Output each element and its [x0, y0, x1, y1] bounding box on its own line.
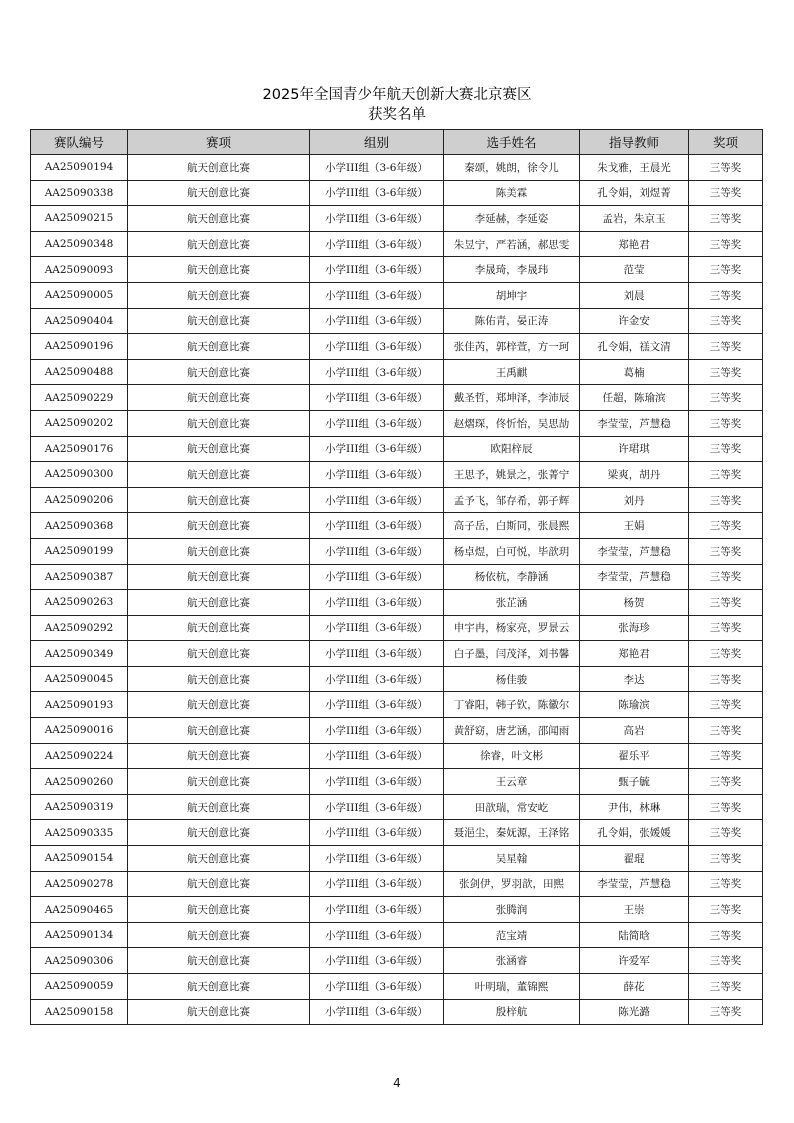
page-number: 4	[393, 1076, 401, 1090]
award-cell: 三等奖	[689, 180, 763, 206]
header-team-id: 赛队编号	[31, 130, 128, 155]
team-id-cell: AA25090319	[31, 794, 128, 820]
award-cell: 三等奖	[689, 820, 763, 846]
award-cell: 三等奖	[689, 538, 763, 564]
group-cell: 小学III组（3-6年级）	[310, 769, 444, 795]
group-cell: 小学III组（3-6年级）	[310, 846, 444, 872]
award-cell: 三等奖	[689, 590, 763, 616]
table-row	[31, 666, 763, 692]
table-body	[31, 155, 763, 1025]
table-row	[31, 436, 763, 462]
instructors-cell: 孟岩，朱京玉	[580, 206, 689, 232]
team-id-cell: AA25090278	[31, 871, 128, 897]
event-cell: 航天创意比赛	[128, 410, 310, 436]
team-id-cell: AA25090260	[31, 769, 128, 795]
event-cell: 航天创意比赛	[128, 513, 310, 539]
table-row	[31, 922, 763, 948]
award-cell: 三等奖	[689, 846, 763, 872]
header-event: 赛项	[128, 130, 310, 155]
group-cell: 小学III组（3-6年级）	[310, 999, 444, 1025]
group-cell: 小学III组（3-6年级）	[310, 513, 444, 539]
instructors-cell: 李莹莹，芦慧稳	[580, 410, 689, 436]
team-id-cell: AA25090045	[31, 666, 128, 692]
event-cell: 航天创意比赛	[128, 641, 310, 667]
group-cell: 小学III组（3-6年级）	[310, 257, 444, 283]
event-cell: 航天创意比赛	[128, 155, 310, 181]
instructors-cell: 范莹	[580, 257, 689, 283]
instructors-cell: 梁爽，胡丹	[580, 462, 689, 488]
event-cell: 航天创意比赛	[128, 999, 310, 1025]
event-cell: 航天创意比赛	[128, 385, 310, 411]
team-id-cell: AA25090158	[31, 999, 128, 1025]
table-row	[31, 897, 763, 923]
contestants-cell: 赵熠琛，佟忻怡，吴思劼	[444, 410, 580, 436]
group-cell: 小学III组（3-6年级）	[310, 666, 444, 692]
event-cell: 航天创意比赛	[128, 590, 310, 616]
contestants-cell: 白子墨，闫茂泽，刘书馨	[444, 641, 580, 667]
team-id-cell: AA25090154	[31, 846, 128, 872]
header-instructors: 指导教师	[580, 130, 689, 155]
instructors-cell: 郑艳君	[580, 231, 689, 257]
table-row	[31, 359, 763, 385]
event-cell: 航天创意比赛	[128, 743, 310, 769]
instructors-cell: 陆简晗	[580, 922, 689, 948]
instructors-cell: 葛楠	[580, 359, 689, 385]
award-cell: 三等奖	[689, 436, 763, 462]
table-row	[31, 871, 763, 897]
team-id-cell: AA25090059	[31, 974, 128, 1000]
instructors-cell: 薛花	[580, 974, 689, 1000]
contestants-cell: 范宝靖	[444, 922, 580, 948]
award-cell: 三等奖	[689, 155, 763, 181]
table-row	[31, 385, 763, 411]
contestants-cell: 胡坤宇	[444, 282, 580, 308]
table-row	[31, 410, 763, 436]
contestants-cell: 高子岳，白斯同，张晨熙	[444, 513, 580, 539]
table-row	[31, 334, 763, 360]
table-row	[31, 769, 763, 795]
team-id-cell: AA25090404	[31, 308, 128, 334]
instructors-cell: 李达	[580, 666, 689, 692]
table-row	[31, 206, 763, 232]
group-cell: 小学III组（3-6年级）	[310, 922, 444, 948]
instructors-cell: 李莹莹，芦慧稳	[580, 871, 689, 897]
team-id-cell: AA25090193	[31, 692, 128, 718]
contestants-cell: 吴星翰	[444, 846, 580, 872]
group-cell: 小学III组（3-6年级）	[310, 155, 444, 181]
team-id-cell: AA25090465	[31, 897, 128, 923]
table-row	[31, 590, 763, 616]
group-cell: 小学III组（3-6年级）	[310, 538, 444, 564]
team-id-cell: AA25090335	[31, 820, 128, 846]
team-id-cell: AA25090202	[31, 410, 128, 436]
contestants-cell: 张佳芮，郭梓萱，方一珂	[444, 334, 580, 360]
instructors-cell: 李莹莹，芦慧稳	[580, 538, 689, 564]
contestants-cell: 李晟琦，李晟玮	[444, 257, 580, 283]
contestants-cell: 杨佳骏	[444, 666, 580, 692]
instructors-cell: 王娟	[580, 513, 689, 539]
document-title: 2025年全国青少年航天创新大赛北京赛区	[262, 87, 532, 103]
team-id-cell: AA25090016	[31, 718, 128, 744]
group-cell: 小学III组（3-6年级）	[310, 871, 444, 897]
contestants-cell: 王禹麒	[444, 359, 580, 385]
contestants-cell: 李延赫，李延姿	[444, 206, 580, 232]
award-cell: 三等奖	[689, 922, 763, 948]
contestants-cell: 陈佑青，晏正涛	[444, 308, 580, 334]
contestants-cell: 杨依杭，李静涵	[444, 564, 580, 590]
instructors-cell: 陈光潞	[580, 999, 689, 1025]
award-cell: 三等奖	[689, 359, 763, 385]
contestants-cell: 张芷涵	[444, 590, 580, 616]
instructors-cell: 刘丹	[580, 487, 689, 513]
instructors-cell: 杨贺	[580, 590, 689, 616]
team-id-cell: AA25090263	[31, 590, 128, 616]
instructors-cell: 许爱军	[580, 948, 689, 974]
table-header-row	[31, 130, 763, 155]
table-row	[31, 820, 763, 846]
award-cell: 三等奖	[689, 718, 763, 744]
instructors-cell: 郑艳君	[580, 641, 689, 667]
group-cell: 小学III组（3-6年级）	[310, 692, 444, 718]
group-cell: 小学III组（3-6年级）	[310, 462, 444, 488]
team-id-cell: AA25090005	[31, 282, 128, 308]
team-id-cell: AA25090206	[31, 487, 128, 513]
team-id-cell: AA25090134	[31, 922, 128, 948]
group-cell: 小学III组（3-6年级）	[310, 974, 444, 1000]
table-row	[31, 615, 763, 641]
instructors-cell: 孔令娟，张媛媛	[580, 820, 689, 846]
award-cell: 三等奖	[689, 385, 763, 411]
award-cell: 三等奖	[689, 743, 763, 769]
instructors-cell: 孔令娟，禚文清	[580, 334, 689, 360]
table-row	[31, 692, 763, 718]
table-row	[31, 948, 763, 974]
team-id-cell: AA25090300	[31, 462, 128, 488]
group-cell: 小学III组（3-6年级）	[310, 897, 444, 923]
event-cell: 航天创意比赛	[128, 487, 310, 513]
group-cell: 小学III组（3-6年级）	[310, 948, 444, 974]
table-row	[31, 231, 763, 257]
team-id-cell: AA25090349	[31, 641, 128, 667]
award-cell: 三等奖	[689, 308, 763, 334]
table-row	[31, 155, 763, 181]
contestants-cell: 丁睿阳，韩子钦，陈徽尔	[444, 692, 580, 718]
team-id-cell: AA25090292	[31, 615, 128, 641]
event-cell: 航天创意比赛	[128, 974, 310, 1000]
event-cell: 航天创意比赛	[128, 871, 310, 897]
event-cell: 航天创意比赛	[128, 769, 310, 795]
group-cell: 小学III组（3-6年级）	[310, 641, 444, 667]
group-cell: 小学III组（3-6年级）	[310, 206, 444, 232]
award-cell: 三等奖	[689, 282, 763, 308]
contestants-cell: 叶明瑞，董锦熙	[444, 974, 580, 1000]
event-cell: 航天创意比赛	[128, 538, 310, 564]
award-cell: 三等奖	[689, 334, 763, 360]
contestants-cell: 聂浥尘，秦妩源，王泽铭	[444, 820, 580, 846]
group-cell: 小学III组（3-6年级）	[310, 743, 444, 769]
event-cell: 航天创意比赛	[128, 308, 310, 334]
table-row	[31, 999, 763, 1025]
contestants-cell: 张剑伊，罗羽歆，田熙	[444, 871, 580, 897]
event-cell: 航天创意比赛	[128, 718, 310, 744]
table-row	[31, 487, 763, 513]
event-cell: 航天创意比赛	[128, 180, 310, 206]
instructors-cell: 张海珍	[580, 615, 689, 641]
table-row	[31, 974, 763, 1000]
header-group: 组别	[310, 130, 444, 155]
group-cell: 小学III组（3-6年级）	[310, 231, 444, 257]
header-contestants: 选手姓名	[444, 130, 580, 155]
header-award: 奖项	[689, 130, 763, 155]
contestants-cell: 欧阳梓辰	[444, 436, 580, 462]
team-id-cell: AA25090215	[31, 206, 128, 232]
group-cell: 小学III组（3-6年级）	[310, 180, 444, 206]
group-cell: 小学III组（3-6年级）	[310, 590, 444, 616]
event-cell: 航天创意比赛	[128, 257, 310, 283]
table-row	[31, 513, 763, 539]
team-id-cell: AA25090196	[31, 334, 128, 360]
event-cell: 航天创意比赛	[128, 359, 310, 385]
group-cell: 小学III组（3-6年级）	[310, 308, 444, 334]
contestants-cell: 徐睿，叶文彬	[444, 743, 580, 769]
group-cell: 小学III组（3-6年级）	[310, 410, 444, 436]
instructors-cell: 翟乐平	[580, 743, 689, 769]
event-cell: 航天创意比赛	[128, 282, 310, 308]
award-cell: 三等奖	[689, 999, 763, 1025]
award-cell: 三等奖	[689, 564, 763, 590]
award-cell: 三等奖	[689, 641, 763, 667]
team-id-cell: AA25090224	[31, 743, 128, 769]
group-cell: 小学III组（3-6年级）	[310, 334, 444, 360]
group-cell: 小学III组（3-6年级）	[310, 282, 444, 308]
contestants-cell: 朱昱宁，严若涵，郝思雯	[444, 231, 580, 257]
team-id-cell: AA25090338	[31, 180, 128, 206]
instructors-cell: 甄子毓	[580, 769, 689, 795]
award-cell: 三等奖	[689, 231, 763, 257]
event-cell: 航天创意比赛	[128, 922, 310, 948]
instructors-cell: 任超，陈瑜滨	[580, 385, 689, 411]
event-cell: 航天创意比赛	[128, 436, 310, 462]
award-cell: 三等奖	[689, 692, 763, 718]
award-cell: 三等奖	[689, 257, 763, 283]
event-cell: 航天创意比赛	[128, 692, 310, 718]
team-id-cell: AA25090199	[31, 538, 128, 564]
instructors-cell: 朱戈雅，王晨光	[580, 155, 689, 181]
table-row	[31, 538, 763, 564]
table-row	[31, 846, 763, 872]
contestants-cell: 申宇冉，杨家亮，罗景云	[444, 615, 580, 641]
group-cell: 小学III组（3-6年级）	[310, 615, 444, 641]
team-id-cell: AA25090229	[31, 385, 128, 411]
event-cell: 航天创意比赛	[128, 564, 310, 590]
contestants-cell: 王思予，姚景之，张菁宁	[444, 462, 580, 488]
instructors-cell: 翟琨	[580, 846, 689, 872]
award-cell: 三等奖	[689, 513, 763, 539]
team-id-cell: AA25090194	[31, 155, 128, 181]
contestants-cell: 孟予飞，邹存希，郭子辉	[444, 487, 580, 513]
event-cell: 航天创意比赛	[128, 231, 310, 257]
table-row	[31, 564, 763, 590]
team-id-cell: AA25090488	[31, 359, 128, 385]
group-cell: 小学III组（3-6年级）	[310, 718, 444, 744]
group-cell: 小学III组（3-6年级）	[310, 564, 444, 590]
group-cell: 小学III组（3-6年级）	[310, 359, 444, 385]
event-cell: 航天创意比赛	[128, 334, 310, 360]
event-cell: 航天创意比赛	[128, 462, 310, 488]
award-cell: 三等奖	[689, 769, 763, 795]
instructors-cell: 刘晨	[580, 282, 689, 308]
contestants-cell: 陈美霖	[444, 180, 580, 206]
team-id-cell: AA25090093	[31, 257, 128, 283]
team-id-cell: AA25090306	[31, 948, 128, 974]
award-cell: 三等奖	[689, 206, 763, 232]
table-row	[31, 718, 763, 744]
instructors-cell: 高岩	[580, 718, 689, 744]
event-cell: 航天创意比赛	[128, 206, 310, 232]
award-cell: 三等奖	[689, 897, 763, 923]
instructors-cell: 王崇	[580, 897, 689, 923]
contestants-cell: 杨卓煜，白可悦，毕歆玥	[444, 538, 580, 564]
team-id-cell: AA25090176	[31, 436, 128, 462]
award-cell: 三等奖	[689, 487, 763, 513]
award-cell: 三等奖	[689, 410, 763, 436]
table-row	[31, 257, 763, 283]
table-row	[31, 308, 763, 334]
contestants-cell: 王云章	[444, 769, 580, 795]
instructors-cell: 尹伟，林琳	[580, 794, 689, 820]
contestants-cell: 殷梓航	[444, 999, 580, 1025]
contestants-cell: 田歆瑞，常安屹	[444, 794, 580, 820]
instructors-cell: 陈瑜滨	[580, 692, 689, 718]
contestants-cell: 秦颂，姚朗，徐令儿	[444, 155, 580, 181]
contestants-cell: 张涵睿	[444, 948, 580, 974]
award-cell: 三等奖	[689, 974, 763, 1000]
group-cell: 小学III组（3-6年级）	[310, 820, 444, 846]
table-row	[31, 180, 763, 206]
awards-table	[30, 129, 763, 1025]
table-row	[31, 794, 763, 820]
group-cell: 小学III组（3-6年级）	[310, 385, 444, 411]
event-cell: 航天创意比赛	[128, 666, 310, 692]
event-cell: 航天创意比赛	[128, 948, 310, 974]
contestants-cell: 张腾润	[444, 897, 580, 923]
award-cell: 三等奖	[689, 615, 763, 641]
award-cell: 三等奖	[689, 794, 763, 820]
document-subtitle: 获奖名单	[368, 107, 426, 123]
group-cell: 小学III组（3-6年级）	[310, 794, 444, 820]
award-cell: 三等奖	[689, 871, 763, 897]
group-cell: 小学III组（3-6年级）	[310, 487, 444, 513]
team-id-cell: AA25090368	[31, 513, 128, 539]
group-cell: 小学III组（3-6年级）	[310, 436, 444, 462]
table-row	[31, 641, 763, 667]
contestants-cell: 黄舒窈，唐艺涵，邵闻雨	[444, 718, 580, 744]
award-cell: 三等奖	[689, 948, 763, 974]
team-id-cell: AA25090348	[31, 231, 128, 257]
instructors-cell: 许珺琪	[580, 436, 689, 462]
event-cell: 航天创意比赛	[128, 794, 310, 820]
contestants-cell: 戴圣哲，郑坤泽，李沛辰	[444, 385, 580, 411]
event-cell: 航天创意比赛	[128, 846, 310, 872]
table-row	[31, 282, 763, 308]
table-row	[31, 743, 763, 769]
instructors-cell: 孔令娟，刘煜菁	[580, 180, 689, 206]
team-id-cell: AA25090387	[31, 564, 128, 590]
event-cell: 航天创意比赛	[128, 897, 310, 923]
event-cell: 航天创意比赛	[128, 615, 310, 641]
award-cell: 三等奖	[689, 666, 763, 692]
event-cell: 航天创意比赛	[128, 820, 310, 846]
instructors-cell: 许金安	[580, 308, 689, 334]
award-cell: 三等奖	[689, 462, 763, 488]
instructors-cell: 李莹莹，芦慧稳	[580, 564, 689, 590]
table-row	[31, 462, 763, 488]
